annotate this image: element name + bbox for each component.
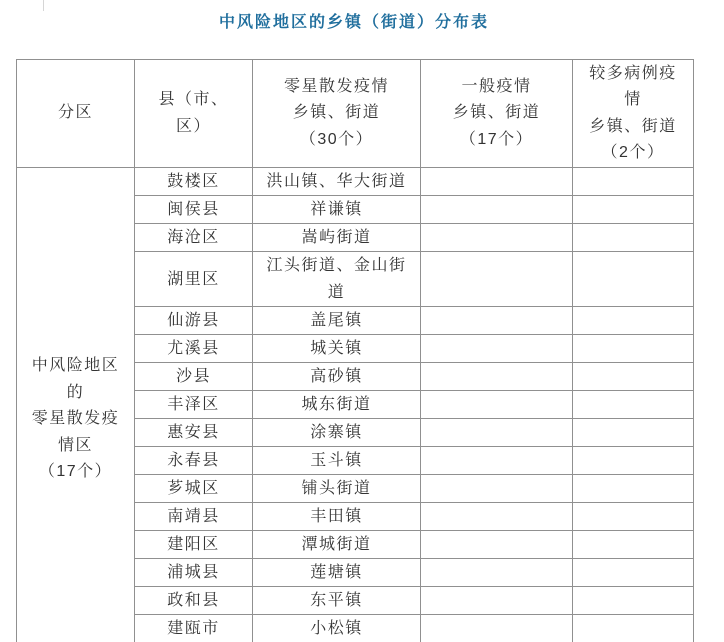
county-cell: 闽侯县: [135, 196, 253, 224]
table-title: 中风险地区的乡镇（街道）分布表: [218, 14, 489, 31]
header-line: （17个）: [459, 130, 534, 148]
many-cases-cell: [573, 503, 694, 531]
county-cell: 政和县: [135, 587, 253, 615]
many-cases-cell: [573, 252, 694, 307]
sporadic-cell: 东平镇: [253, 587, 421, 615]
sporadic-cell: 丰田镇: [253, 503, 421, 531]
county-cell: 鼓楼区: [135, 168, 253, 196]
sporadic-cell: 玉斗镇: [253, 447, 421, 475]
general-cell: [421, 196, 573, 224]
header-line: 乡镇、街道: [292, 104, 381, 122]
header-line: （30个）: [299, 130, 374, 148]
general-cell: [421, 335, 573, 363]
sporadic-cell: 小松镇: [253, 615, 421, 642]
county-cell: 惠安县: [135, 419, 253, 447]
county-cell: 建阳区: [135, 531, 253, 559]
header-line: 分区: [57, 104, 93, 122]
many-cases-cell: [573, 615, 694, 642]
header-line: 较多病例疫: [589, 64, 677, 82]
county-cell: 尤溪县: [135, 335, 253, 363]
general-cell: [421, 252, 573, 307]
general-cell: [421, 168, 573, 196]
many-cases-cell: [573, 475, 694, 503]
county-cell: 永春县: [135, 447, 253, 475]
many-cases-cell: [573, 307, 694, 335]
zone-line: （17个）: [38, 463, 113, 480]
county-cell: 建瓯市: [135, 615, 253, 642]
many-cases-cell: [573, 363, 694, 391]
header-line: 区）: [175, 117, 211, 135]
general-cell: [421, 559, 573, 587]
page-edge-line: [43, 0, 44, 11]
zone-line: 情区: [57, 436, 93, 454]
sporadic-cell: 城东街道: [253, 391, 421, 419]
county-cell: 浦城县: [135, 559, 253, 587]
header-sporadic: [253, 60, 421, 168]
header-line: （2个）: [601, 144, 665, 161]
county-cell: 沙县: [135, 363, 253, 391]
header-row: [17, 60, 694, 168]
header-line: 情: [624, 91, 642, 108]
sporadic-cell: 潭城街道: [253, 531, 421, 559]
sporadic-cell: 盖尾镇: [253, 307, 421, 335]
sporadic-cell: 城关镇: [253, 335, 421, 363]
header-line: 零星散发疫情: [283, 77, 389, 95]
general-cell: [421, 615, 573, 642]
zone-line: 零星散发疫: [31, 410, 120, 427]
general-cell: [421, 224, 573, 252]
many-cases-cell: [573, 419, 694, 447]
sporadic-cell: 莲塘镇: [253, 559, 421, 587]
sporadic-cell: 铺头街道: [253, 475, 421, 503]
header-line: 乡镇、街道: [589, 117, 677, 135]
many-cases-cell: [573, 559, 694, 587]
zone-line: 的: [66, 383, 85, 401]
header-county: [135, 60, 253, 168]
table-row: [17, 168, 694, 196]
county-cell: 湖里区: [135, 252, 253, 307]
sporadic-cell: 祥谦镇: [253, 196, 421, 224]
sporadic-cell: 江头街道、金山街道: [253, 252, 421, 307]
header-line: 县（市、: [158, 91, 229, 108]
zone-cell: [17, 168, 135, 642]
general-cell: [421, 363, 573, 391]
general-cell: [421, 587, 573, 615]
county-cell: 海沧区: [135, 224, 253, 252]
sporadic-cell: 洪山镇、华大街道: [253, 168, 421, 196]
many-cases-cell: [573, 168, 694, 196]
many-cases-cell: [573, 391, 694, 419]
many-cases-cell: [573, 587, 694, 615]
header-many-cases: [573, 60, 694, 168]
county-cell: 丰泽区: [135, 391, 253, 419]
many-cases-cell: [573, 447, 694, 475]
sporadic-cell: 涂寨镇: [253, 419, 421, 447]
header-general: [421, 60, 573, 168]
zone-line: 中风险地区: [31, 357, 120, 374]
sporadic-cell: 嵩屿街道: [253, 224, 421, 252]
county-cell: 芗城区: [135, 475, 253, 503]
general-cell: [421, 503, 573, 531]
general-cell: [421, 391, 573, 419]
sporadic-cell: 高砂镇: [253, 363, 421, 391]
general-cell: [421, 475, 573, 503]
general-cell: [421, 447, 573, 475]
many-cases-cell: [573, 224, 694, 252]
general-cell: [421, 531, 573, 559]
header-line: 一般疫情: [461, 77, 532, 95]
header-zone: [17, 60, 135, 168]
general-cell: [421, 419, 573, 447]
general-cell: [421, 307, 573, 335]
many-cases-cell: [573, 531, 694, 559]
county-cell: 南靖县: [135, 503, 253, 531]
header-line: 乡镇、街道: [452, 104, 541, 122]
distribution-table: [16, 59, 694, 642]
county-cell: 仙游县: [135, 307, 253, 335]
many-cases-cell: [573, 196, 694, 224]
many-cases-cell: [573, 335, 694, 363]
